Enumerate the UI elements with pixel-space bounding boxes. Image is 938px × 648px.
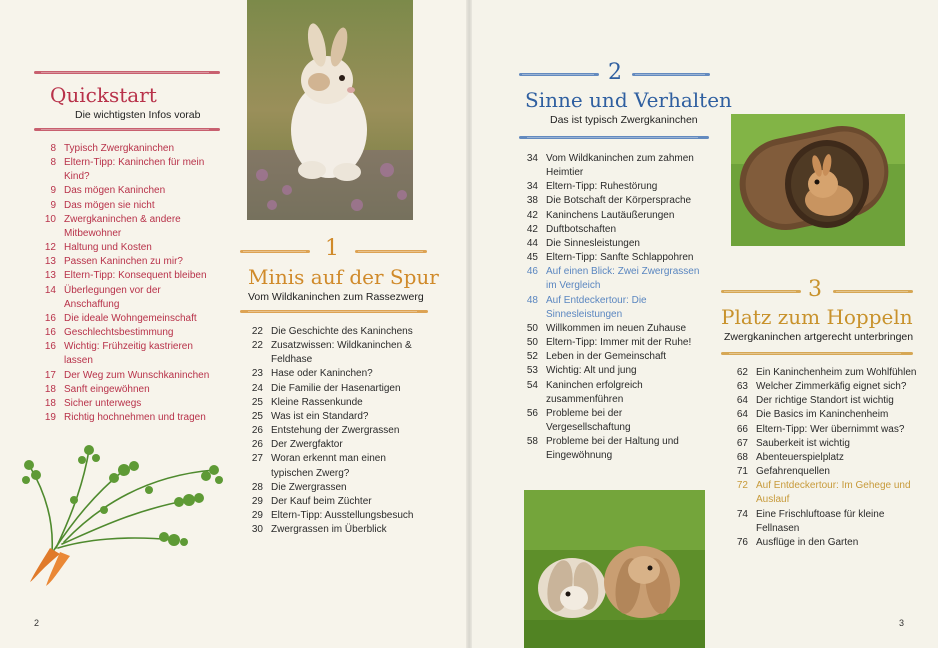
toc-page-number: 71	[736, 466, 748, 478]
chapter3-rule-right	[833, 290, 913, 293]
toc-entry	[38, 156, 218, 184]
toc-entry-title: Gefahrenquellen	[756, 466, 830, 478]
toc-entry-title: Passen Kaninchen zu mir?	[64, 256, 183, 268]
chapter2-number: 2	[608, 60, 622, 85]
toc-entry	[730, 408, 920, 422]
toc-entry-title: Sanft eingewöhnen	[64, 383, 150, 395]
toc-entry	[38, 269, 218, 283]
toc-entry-title: Wichtig: Frühzeitig kastrieren lassen	[64, 341, 193, 367]
toc-page-number: 8	[50, 143, 56, 154]
toc-entry-title: Entstehung der Zwergrassen	[271, 425, 400, 437]
toc-entry-title: Kaninchens Lautäußerungen	[546, 209, 675, 221]
right-page	[469, 0, 938, 648]
toc-page-number: 56	[526, 407, 538, 419]
toc-entry	[38, 340, 218, 368]
toc-entry-title: Der Zwergfaktor	[271, 439, 343, 451]
toc-entry	[38, 312, 218, 326]
toc-page-number: 28	[251, 481, 263, 493]
toc-entry	[730, 536, 920, 550]
chapter2-title: Sinne und Verhalten	[525, 88, 732, 112]
toc-entry-title: Die Sinnesleistungen	[546, 237, 640, 249]
toc-entry-title: Ausflüge in den Garten	[756, 536, 859, 548]
toc-page-number: 16	[44, 341, 56, 353]
toc-entry	[245, 339, 425, 367]
toc-page-number: 68	[736, 451, 748, 463]
toc-page-number: 42	[526, 223, 538, 235]
toc-page-number: 67	[736, 437, 748, 449]
toc-page-number: 19	[44, 411, 56, 423]
toc-entry	[520, 251, 706, 265]
toc-entry-title: Sicher unterwegs	[64, 397, 142, 409]
toc-entry	[520, 194, 706, 208]
toc-page-number: 64	[736, 395, 748, 407]
page-number-left: 2	[34, 618, 40, 628]
toc-page-number: 44	[526, 237, 538, 249]
toc-page-number: 8	[50, 157, 56, 169]
toc-entry	[38, 255, 218, 269]
toc-entry	[520, 364, 706, 378]
toc-page-number: 76	[736, 536, 748, 548]
toc-entry-title: Probleme bei der Vergesellschaftung	[546, 407, 631, 433]
toc-entry	[520, 407, 706, 435]
photo-two-lop-rabbits	[524, 490, 705, 648]
photo-rabbit-in-log	[731, 114, 905, 246]
toc-entry	[520, 223, 706, 237]
toc-page-number: 23	[251, 368, 263, 380]
toc-page-number: 54	[526, 379, 538, 391]
chapter1-title: Minis auf der Spur	[248, 265, 439, 289]
carrots-illustration	[14, 440, 234, 590]
toc-entry-title: Sauberkeit ist wichtig	[756, 437, 850, 449]
toc-page-number: 26	[251, 439, 263, 451]
toc-page-number: 48	[526, 294, 538, 306]
toc-entry	[245, 438, 425, 452]
toc-entry-title: Welcher Zimmerkäfig eignet sich?	[756, 381, 907, 393]
toc-entry	[520, 265, 706, 293]
toc-page-number: 16	[44, 327, 56, 339]
toc-page-number: 29	[251, 510, 263, 522]
toc-page-number: 25	[251, 396, 263, 408]
toc-entry-title: Der richtige Standort ist wichtig	[756, 395, 894, 407]
toc-entry	[38, 184, 218, 198]
toc-entry	[520, 350, 706, 364]
toc-entry-title: Duftbotschaften	[546, 223, 617, 235]
toc-entry	[245, 410, 425, 424]
toc-page-number: 22	[251, 326, 263, 337]
toc-entry-title: Die Botschaft der Körpersprache	[546, 195, 692, 207]
chapter1-rule-right	[355, 250, 427, 253]
toc-page-number: 18	[44, 383, 56, 395]
toc-entry-title: Auf Entdeckertour: Die Sinnesleistungen	[546, 294, 647, 320]
toc-page-number: 42	[526, 209, 538, 221]
toc-entry	[245, 495, 425, 509]
toc-page-number: 9	[50, 185, 56, 197]
toc-entry-title: Richtig hochnehmen und tragen	[64, 411, 206, 423]
chapter3-bottom-rule	[721, 352, 913, 355]
toc-entry	[520, 294, 706, 322]
toc-entry-title: Kleine Rassenkunde	[271, 396, 363, 408]
quickstart-title: Quickstart	[50, 83, 157, 107]
chapter1-number: 1	[325, 236, 339, 261]
toc-page-number: 27	[251, 453, 263, 465]
toc-page-number: 17	[44, 369, 56, 381]
toc-page-number: 14	[44, 284, 56, 296]
toc-entry	[245, 382, 425, 396]
toc-page-number: 63	[736, 381, 748, 393]
toc-page-number: 62	[736, 367, 748, 378]
toc-page-number: 24	[251, 382, 263, 394]
toc-entry-title: Geschlechtsbestimmung	[64, 327, 174, 339]
toc-page-number: 46	[526, 266, 538, 278]
toc-entry-title: Eltern-Tipp: Kaninchen für mein Kind?	[64, 157, 205, 183]
chapter3-subtitle: Zwergkaninchen artgerecht unterbringen	[724, 331, 914, 343]
toc-entry	[730, 437, 920, 451]
toc-page-number: 13	[44, 270, 56, 282]
toc-entry-title: Ein Kaninchenheim zum Wohlfühlen	[756, 367, 917, 378]
toc-entry	[245, 424, 425, 438]
toc-entry	[38, 397, 218, 411]
chapter1-subtitle: Vom Wildkaninchen zum Rassezwerg	[248, 291, 424, 303]
toc-entry	[520, 152, 706, 180]
chapter2-rule-right	[632, 73, 710, 76]
toc-page-number: 30	[251, 524, 263, 536]
chapter3-number: 3	[808, 277, 822, 302]
chapter1-rule-left	[240, 250, 310, 253]
toc-entry	[520, 209, 706, 223]
chapter1-toc	[245, 325, 425, 537]
toc-entry-title: Zusatzwissen: Wildkaninchen & Feldhase	[271, 340, 412, 366]
book-gutter	[466, 0, 472, 648]
toc-page-number: 45	[526, 252, 538, 264]
toc-entry-title: Leben in der Gemeinschaft	[546, 351, 667, 363]
chapter1-bottom-rule	[240, 310, 428, 313]
toc-entry-title: Eltern-Tipp: Konsequent bleiben	[64, 270, 207, 282]
toc-page-number: 38	[526, 195, 538, 207]
chapter3-title: Platz zum Hoppeln	[721, 305, 913, 329]
toc-page-number: 13	[44, 256, 56, 268]
toc-entry-title: Eltern-Tipp: Ruhestörung	[546, 181, 658, 193]
toc-entry	[38, 241, 218, 255]
toc-entry-title: Der Kauf beim Züchter	[271, 495, 372, 507]
toc-page-number: 29	[251, 495, 263, 507]
toc-entry	[245, 509, 425, 523]
quickstart-bottom-rule	[34, 128, 220, 131]
toc-page-number: 10	[44, 213, 56, 225]
toc-page-number: 34	[526, 181, 538, 193]
toc-entry	[38, 284, 218, 312]
chapter2-bottom-rule	[519, 136, 709, 139]
toc-entry	[730, 366, 920, 380]
toc-entry-title: Hase oder Kaninchen?	[271, 368, 373, 380]
toc-entry	[245, 367, 425, 381]
toc-entry-title: Typisch Zwergkaninchen	[64, 143, 175, 154]
toc-entry-title: Die Geschichte des Kaninchens	[271, 326, 413, 337]
toc-entry	[38, 142, 218, 156]
toc-page-number: 64	[736, 409, 748, 421]
toc-entry	[38, 326, 218, 340]
toc-page-number: 18	[44, 397, 56, 409]
toc-entry-title: Eltern-Tipp: Sanfte Schlappohren	[546, 252, 694, 264]
toc-entry-title: Die Familie der Hasenartigen	[271, 382, 401, 394]
toc-entry-title: Die ideale Wohngemeinschaft	[64, 312, 197, 324]
toc-entry-title: Auf einen Blick: Zwei Zwergrassen im Vergleich	[546, 266, 700, 292]
quickstart-subtitle: Die wichtigsten Infos vorab	[75, 109, 201, 121]
toc-entry	[730, 508, 920, 536]
photo-fluffy-rabbit	[247, 0, 413, 220]
toc-entry-title: Haltung und Kosten	[64, 242, 152, 254]
toc-entry	[730, 423, 920, 437]
toc-entry-title: Woran erkennt man einen typischen Zwerg?	[271, 453, 386, 479]
toc-page-number: 66	[736, 423, 748, 435]
toc-page-number: 12	[44, 242, 56, 254]
toc-entry	[730, 451, 920, 465]
toc-entry-title: Das mögen Kaninchen	[64, 185, 166, 197]
toc-entry-title: Der Weg zum Wunschkaninchen	[64, 369, 210, 381]
toc-entry	[520, 237, 706, 251]
chapter3-rule-left	[721, 290, 801, 293]
toc-page-number: 34	[526, 153, 538, 164]
toc-entry-title: Eltern-Tipp: Ausstellungsbesuch	[271, 510, 414, 522]
toc-entry	[730, 394, 920, 408]
toc-entry-title: Eine Frischluftoase für kleine Fellnasen	[756, 508, 885, 534]
chapter2-subtitle: Das ist typisch Zwergkaninchen	[550, 114, 698, 126]
page-number-right: 3	[899, 618, 905, 628]
toc-entry	[520, 336, 706, 350]
toc-entry	[245, 452, 425, 480]
toc-entry	[730, 465, 920, 479]
toc-page-number: 16	[44, 312, 56, 324]
toc-entry-title: Eltern-Tipp: Wer übernimmt was?	[756, 423, 905, 435]
toc-entry	[38, 199, 218, 213]
chapter2-toc	[520, 152, 706, 463]
toc-page-number: 50	[526, 337, 538, 349]
toc-entry-title: Was ist ein Standard?	[271, 410, 369, 422]
chapter3-toc	[730, 366, 920, 550]
toc-page-number: 74	[736, 508, 748, 520]
toc-entry-title: Auf Entdeckertour: Im Gehege und Auslauf	[756, 480, 911, 506]
toc-page-number: 22	[251, 340, 263, 352]
toc-entry-title: Zwergrassen im Überblick	[271, 524, 387, 536]
toc-page-number: 9	[50, 199, 56, 211]
toc-entry	[245, 396, 425, 410]
quickstart-top-rule	[34, 71, 220, 74]
toc-entry-title: Die Zwergrassen	[271, 481, 347, 493]
toc-entry	[520, 379, 706, 407]
toc-entry-title: Probleme bei der Haltung und Eingewöhnung	[546, 436, 679, 462]
toc-entry-title: Das mögen sie nicht	[64, 199, 155, 211]
toc-entry	[520, 435, 706, 463]
toc-entry-title: Kaninchen erfolgreich zusammenführen	[546, 379, 643, 405]
toc-entry-title: Vom Wildkaninchen zum zahmen Heimtier	[546, 153, 694, 179]
toc-page-number: 58	[526, 436, 538, 448]
toc-page-number: 25	[251, 410, 263, 422]
toc-entry	[245, 481, 425, 495]
toc-entry	[245, 523, 425, 537]
toc-entry-title: Die Basics im Kaninchenheim	[756, 409, 889, 421]
toc-entry-title: Überlegungen vor der Anschaffung	[64, 284, 161, 310]
toc-page-number: 50	[526, 322, 538, 334]
quickstart-toc	[38, 142, 218, 425]
chapter2-rule-left	[519, 73, 599, 76]
toc-entry	[38, 213, 218, 241]
toc-page-number: 72	[736, 480, 748, 492]
toc-entry	[730, 479, 920, 507]
toc-entry	[520, 180, 706, 194]
toc-entry	[38, 411, 218, 425]
toc-entry-title: Zwergkaninchen & andere Mitbewohner	[64, 213, 181, 239]
toc-page-number: 26	[251, 425, 263, 437]
toc-entry	[245, 325, 425, 339]
toc-entry-title: Wichtig: Alt und jung	[546, 365, 637, 377]
toc-entry	[730, 380, 920, 394]
toc-page-number: 52	[526, 351, 538, 363]
toc-page-number: 53	[526, 365, 538, 377]
toc-entry-title: Willkommen im neuen Zuhause	[546, 322, 687, 334]
toc-entry-title: Eltern-Tipp: Immer mit der Ruhe!	[546, 337, 692, 349]
toc-entry	[520, 322, 706, 336]
toc-entry-title: Abenteuerspielplatz	[756, 451, 844, 463]
toc-entry	[38, 383, 218, 397]
toc-entry	[38, 369, 218, 383]
